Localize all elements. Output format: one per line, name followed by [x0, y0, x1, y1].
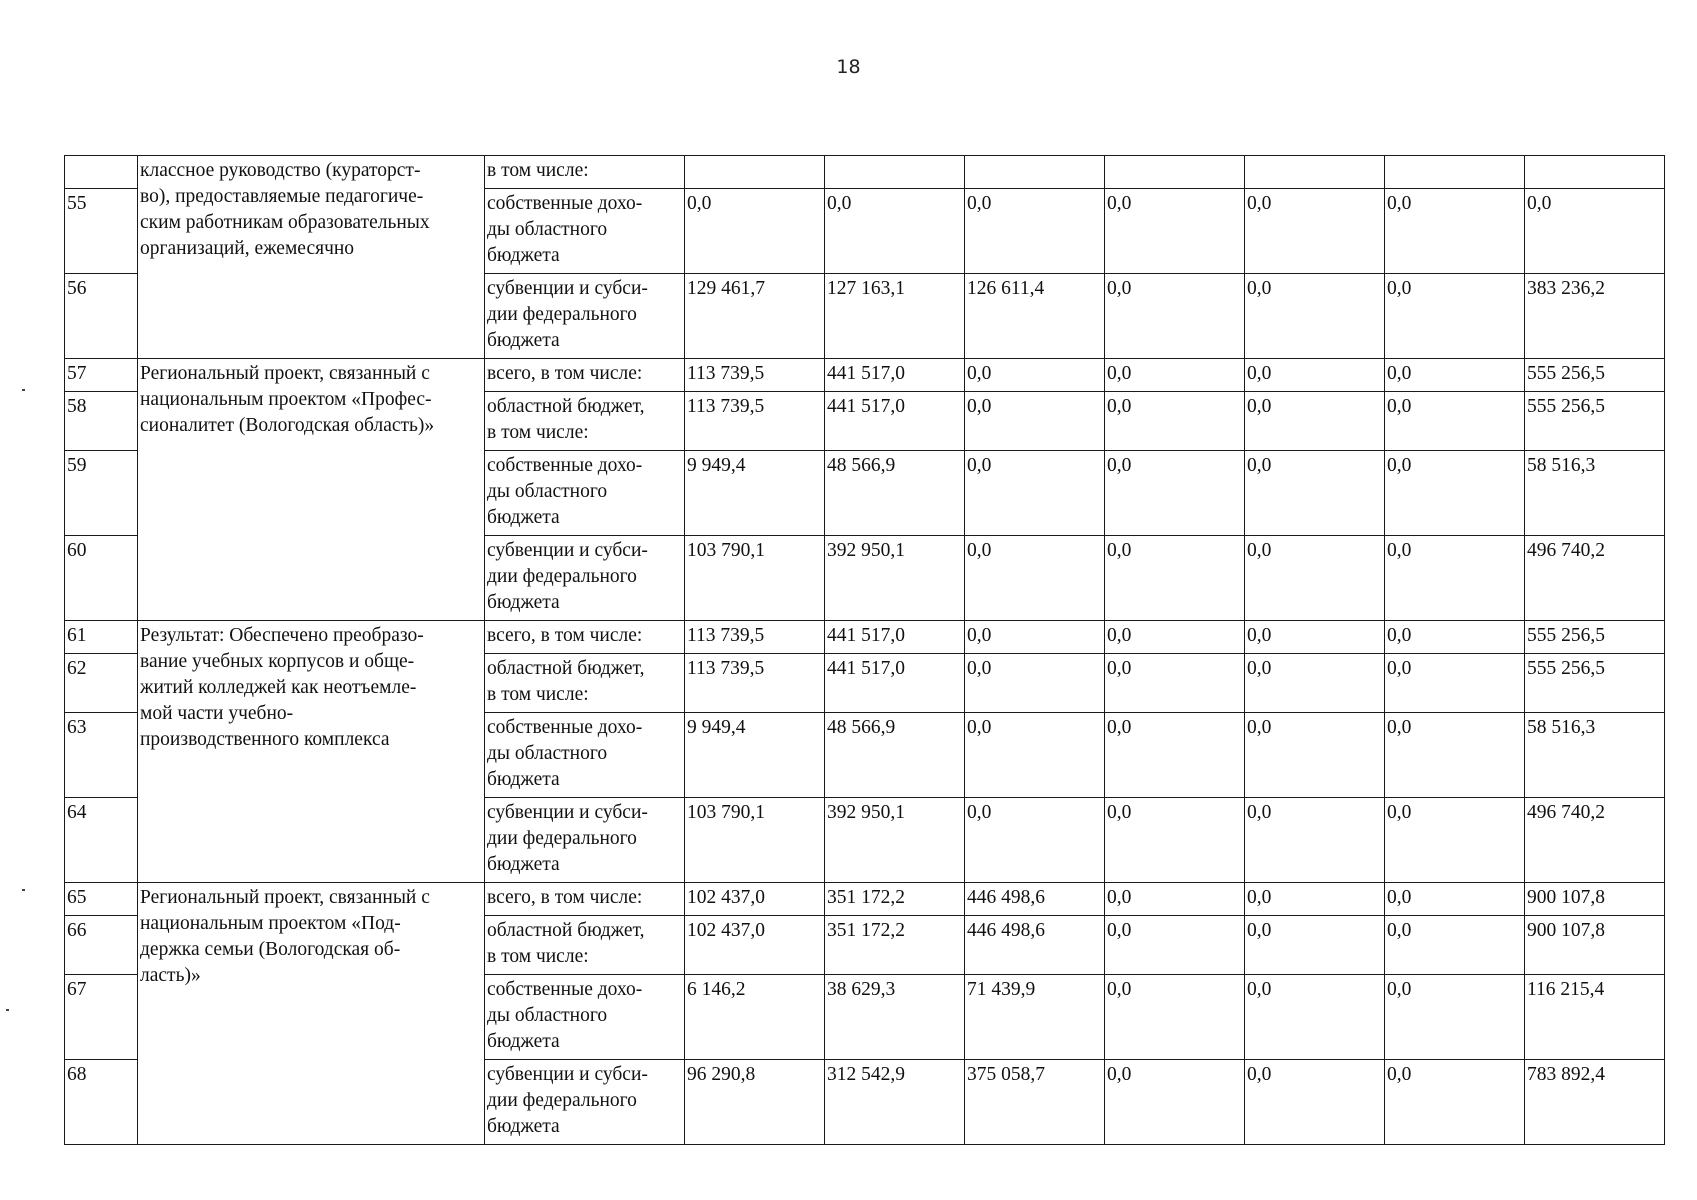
row-number: 60 [65, 536, 138, 621]
value-cell [1525, 156, 1665, 189]
value-cell: 0,0 [1385, 536, 1525, 621]
value-cell [965, 156, 1105, 189]
value-cell: 102 437,0 [685, 883, 825, 916]
value-cell: 102 437,0 [685, 916, 825, 975]
value-cell: 0,0 [1385, 274, 1525, 359]
text-line: организаций, ежемесячно [140, 238, 355, 259]
value-cell [1385, 156, 1525, 189]
text-line: в том числе: [487, 946, 589, 967]
value-cell [685, 156, 825, 189]
value-cell: 0,0 [1245, 916, 1385, 975]
text-line: субвенции и субси- [487, 1064, 648, 1085]
row-number: 58 [65, 392, 138, 451]
value-cell: 0,0 [965, 654, 1105, 713]
table-row [65, 359, 1665, 392]
value-cell: 113 739,5 [685, 392, 825, 451]
value-cell: 113 739,5 [685, 654, 825, 713]
row-number: 59 [65, 451, 138, 536]
value-cell: 446 498,6 [965, 916, 1105, 975]
source-label [485, 451, 685, 536]
value-cell: 351 172,2 [825, 883, 965, 916]
value-cell: 0,0 [965, 621, 1105, 654]
value-cell: 127 163,1 [825, 274, 965, 359]
page-number: 18 [836, 56, 861, 78]
text-line: сионалитет (Вологодская область)» [140, 415, 435, 436]
text-line: собственные дохо- [487, 979, 643, 1000]
source-label [485, 1060, 685, 1145]
source-label [485, 798, 685, 883]
value-cell: 116 215,4 [1525, 975, 1665, 1060]
source-label [485, 654, 685, 713]
row-number: 66 [65, 916, 138, 975]
table-row [65, 621, 1665, 654]
text-line: Результат: Обеспечено преобразо- [140, 625, 424, 646]
value-cell: 0,0 [1105, 916, 1245, 975]
text-line: всего, в том числе: [487, 625, 643, 646]
source-label [485, 536, 685, 621]
value-cell: 555 256,5 [1525, 654, 1665, 713]
value-cell: 0,0 [1105, 359, 1245, 392]
value-cell: 0,0 [1245, 883, 1385, 916]
value-cell: 0,0 [1245, 274, 1385, 359]
scan-speck [6, 1009, 9, 1011]
value-cell: 0,0 [1245, 621, 1385, 654]
value-cell: 0,0 [1245, 654, 1385, 713]
source-label [485, 713, 685, 798]
group-name-cell [138, 156, 485, 359]
value-cell: 496 740,2 [1525, 798, 1665, 883]
text-line: собственные дохо- [487, 717, 643, 738]
value-cell: 0,0 [1385, 883, 1525, 916]
value-cell: 0,0 [1105, 274, 1245, 359]
source-label [485, 189, 685, 274]
value-cell: 71 439,9 [965, 975, 1105, 1060]
group-name-cell [138, 621, 485, 883]
text-line: субвенции и субси- [487, 540, 648, 561]
text-line: ды областного [487, 481, 608, 502]
value-cell: 0,0 [1385, 1060, 1525, 1145]
text-line: бюджета [487, 769, 560, 790]
value-cell: 0,0 [1245, 975, 1385, 1060]
value-cell: 441 517,0 [825, 654, 965, 713]
value-cell: 392 950,1 [825, 798, 965, 883]
source-label [485, 975, 685, 1060]
value-cell [1105, 156, 1245, 189]
value-cell: 126 611,4 [965, 274, 1105, 359]
value-cell: 375 058,7 [965, 1060, 1105, 1145]
value-cell: 113 739,5 [685, 359, 825, 392]
value-cell: 0,0 [965, 392, 1105, 451]
row-number: 68 [65, 1060, 138, 1145]
text-line: держка семьи (Вологодская об- [140, 939, 401, 960]
text-line: областной бюджет, [487, 396, 645, 417]
value-cell: 103 790,1 [685, 536, 825, 621]
text-line: всего, в том числе: [487, 363, 643, 384]
row-number: 57 [65, 359, 138, 392]
value-cell: 6 146,2 [685, 975, 825, 1060]
source-label [485, 883, 685, 916]
value-cell: 312 542,9 [825, 1060, 965, 1145]
text-line: областной бюджет, [487, 658, 645, 679]
text-line: национальным проектом «Профес- [140, 389, 432, 410]
text-line: дии федерального [487, 304, 637, 325]
value-cell: 38 629,3 [825, 975, 965, 1060]
value-cell: 58 516,3 [1525, 451, 1665, 536]
source-label [485, 274, 685, 359]
value-cell: 0,0 [1105, 883, 1245, 916]
text-line: субвенции и субси- [487, 802, 648, 823]
value-cell: 441 517,0 [825, 359, 965, 392]
text-line: дии федерального [487, 566, 637, 587]
value-cell: 0,0 [1105, 713, 1245, 798]
text-line: бюджета [487, 1116, 560, 1137]
value-cell: 0,0 [1385, 654, 1525, 713]
text-line: бюджета [487, 854, 560, 875]
source-label [485, 392, 685, 451]
group-name-cell [138, 883, 485, 1145]
row-number: 65 [65, 883, 138, 916]
value-cell: 0,0 [965, 798, 1105, 883]
value-cell: 96 290,8 [685, 1060, 825, 1145]
value-cell: 783 892,4 [1525, 1060, 1665, 1145]
value-cell: 0,0 [1105, 392, 1245, 451]
text-line: субвенции и субси- [487, 278, 648, 299]
text-line: дии федерального [487, 1090, 637, 1111]
row-number: 67 [65, 975, 138, 1060]
value-cell [825, 156, 965, 189]
text-line: в том числе: [487, 684, 589, 705]
table-row [65, 156, 1665, 189]
value-cell: 9 949,4 [685, 451, 825, 536]
value-cell: 0,0 [1245, 392, 1385, 451]
source-label: в том числе: [485, 156, 685, 189]
table-body [65, 156, 1665, 1145]
value-cell [1245, 156, 1385, 189]
value-cell: 0,0 [965, 451, 1105, 536]
text-line: бюджета [487, 330, 560, 351]
value-cell: 0,0 [965, 189, 1105, 274]
value-cell: 555 256,5 [1525, 359, 1665, 392]
text-line: бюджета [487, 1031, 560, 1052]
text-line: ды областного [487, 743, 608, 764]
value-cell: 0,0 [1245, 798, 1385, 883]
text-line: собственные дохо- [487, 193, 643, 214]
value-cell: 58 516,3 [1525, 713, 1665, 798]
source-label [485, 621, 685, 654]
value-cell: 900 107,8 [1525, 883, 1665, 916]
value-cell: 0,0 [1385, 713, 1525, 798]
text-line: ласть)» [140, 965, 201, 986]
text-line: областной бюджет, [487, 920, 645, 941]
text-line: бюджета [487, 245, 560, 266]
value-cell: 0,0 [965, 536, 1105, 621]
value-cell: 48 566,9 [825, 451, 965, 536]
text-line: ским работникам образовательных [140, 212, 430, 233]
value-cell: 0,0 [1385, 798, 1525, 883]
value-cell: 0,0 [1105, 654, 1245, 713]
text-line: житий колледжей как неотъемле- [140, 677, 417, 698]
text-line: мой части учебно- [140, 703, 294, 724]
value-cell: 0,0 [965, 359, 1105, 392]
text-line: ды областного [487, 1005, 608, 1026]
scan-speck [22, 889, 25, 891]
value-cell: 0,0 [1385, 975, 1525, 1060]
value-cell: 0,0 [1245, 451, 1385, 536]
source-label [485, 359, 685, 392]
text-line: ды областного [487, 219, 608, 240]
value-cell: 392 950,1 [825, 536, 965, 621]
value-cell: 496 740,2 [1525, 536, 1665, 621]
value-cell: 9 949,4 [685, 713, 825, 798]
value-cell: 0,0 [685, 189, 825, 274]
value-cell: 103 790,1 [685, 798, 825, 883]
value-cell: 0,0 [1385, 359, 1525, 392]
value-cell: 0,0 [1245, 359, 1385, 392]
text-line: бюджета [487, 592, 560, 613]
row-number: 55 [65, 189, 138, 274]
value-cell: 113 739,5 [685, 621, 825, 654]
value-cell: 900 107,8 [1525, 916, 1665, 975]
value-cell: 0,0 [1385, 621, 1525, 654]
value-cell: 555 256,5 [1525, 621, 1665, 654]
value-cell: 0,0 [965, 713, 1105, 798]
text-line: производственного комплекса [140, 729, 390, 750]
text-line: всего, в том числе: [487, 887, 643, 908]
text-line: Региональный проект, связанный с [140, 887, 430, 908]
row-number: 61 [65, 621, 138, 654]
value-cell: 555 256,5 [1525, 392, 1665, 451]
value-cell: 48 566,9 [825, 713, 965, 798]
value-cell: 0,0 [1105, 536, 1245, 621]
row-number: 62 [65, 654, 138, 713]
text-line: дии федерального [487, 828, 637, 849]
value-cell: 351 172,2 [825, 916, 965, 975]
value-cell: 0,0 [1385, 189, 1525, 274]
value-cell: 0,0 [1245, 1060, 1385, 1145]
value-cell: 446 498,6 [965, 883, 1105, 916]
value-cell: 383 236,2 [1525, 274, 1665, 359]
value-cell: 0,0 [1105, 189, 1245, 274]
value-cell: 0,0 [1385, 451, 1525, 536]
value-cell: 441 517,0 [825, 392, 965, 451]
text-line: классное руководство (кураторст- [140, 160, 421, 181]
value-cell: 0,0 [1385, 392, 1525, 451]
value-cell: 0,0 [1245, 189, 1385, 274]
value-cell: 0,0 [1105, 975, 1245, 1060]
row-number: 56 [65, 274, 138, 359]
row-number: 63 [65, 713, 138, 798]
table-row [65, 883, 1665, 916]
group-name-cell [138, 359, 485, 621]
text-line: собственные дохо- [487, 455, 643, 476]
text-line: во), предоставляемые педагогиче- [140, 186, 424, 207]
row-number: 64 [65, 798, 138, 883]
text-line: национальным проектом «Под- [140, 913, 401, 934]
text-line: вание учебных корпусов и обще- [140, 651, 415, 672]
budget-table [64, 155, 1665, 1145]
value-cell: 0,0 [825, 189, 965, 274]
text-line: бюджета [487, 507, 560, 528]
value-cell: 0,0 [1105, 451, 1245, 536]
value-cell: 0,0 [1525, 189, 1665, 274]
value-cell: 129 461,7 [685, 274, 825, 359]
scan-speck [22, 389, 25, 391]
value-cell: 0,0 [1105, 798, 1245, 883]
value-cell: 0,0 [1245, 536, 1385, 621]
value-cell: 0,0 [1385, 916, 1525, 975]
row-number [65, 156, 138, 189]
value-cell: 0,0 [1245, 713, 1385, 798]
text-line: Региональный проект, связанный с [140, 363, 430, 384]
value-cell: 0,0 [1105, 1060, 1245, 1145]
source-label [485, 916, 685, 975]
text-line: в том числе: [487, 422, 589, 443]
value-cell: 441 517,0 [825, 621, 965, 654]
value-cell: 0,0 [1105, 621, 1245, 654]
